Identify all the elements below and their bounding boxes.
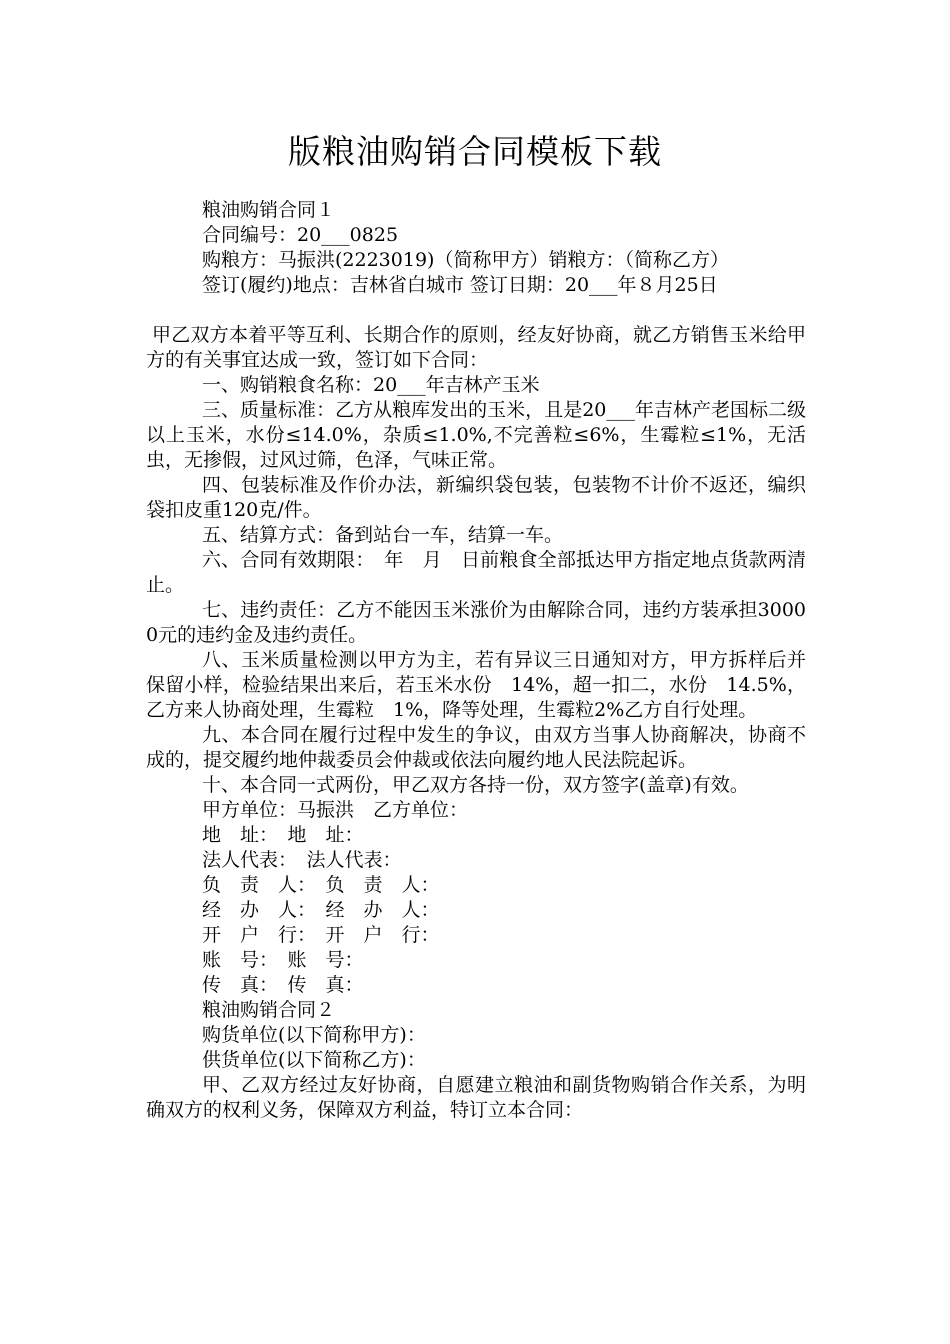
blank-line [146, 298, 806, 323]
paragraph: 法人代表： 法人代表： [202, 849, 402, 871]
paragraph: 粮油购销合同１ [202, 199, 336, 221]
paragraph: 七、违约责任：乙方不能因玉米涨价为由解除合同，违约方装承担30000元的违约金及违约责任。 [146, 599, 806, 646]
paragraph: 十、本合同一式两份，甲乙双方各持一份，双方签字(盖章)有效。 [202, 774, 749, 796]
paragraph: 负 责 人： 负 责 人： [202, 874, 440, 896]
paragraph: 甲乙双方本着平等互利、长期合作的原则，经友好协商，就乙方销售玉米给甲方的有关事宜达成一致，签订如下合同： [146, 324, 806, 371]
document-body [146, 198, 806, 1123]
paragraph: 甲、乙双方经过友好协商，自愿建立粮油和副货物购销合作关系，为明确双方的权利义务，保障双方利益，特订立本合同： [146, 1074, 806, 1121]
paragraph: 供货单位(以下简称乙方)： [202, 1049, 426, 1071]
document-title: 版粮油购销合同模板下载 [288, 132, 662, 171]
paragraph: 甲方单位：马振洪 乙方单位： [202, 799, 469, 821]
paragraph: 三、质量标准：乙方从粮库发出的玉米，且是20___年吉林产老国标二级以上玉米，水份≤14.0%，杂质≤1.0%,不完善粒≤6%，生霉粒≤1%，无活虫，无掺假，过风过筛，色泽，气味正常。 [146, 399, 806, 471]
paragraph: 购粮方：马振洪(2223019)（简称甲方）销粮方：（简称乙方） [202, 249, 729, 271]
paragraph: 四、包装标准及作价办法，新编织袋包装，包装物不计价不返还，编织袋扣皮重120克/件。 [146, 474, 806, 521]
paragraph: 地 址： 地 址： [202, 824, 364, 846]
paragraph: 传 真： 传 真： [202, 974, 364, 996]
paragraph: 账 号： 账 号： [202, 949, 364, 971]
paragraph: 签订(履约)地点：吉林省白城市 签订日期：20___年８月25日 [202, 274, 718, 296]
paragraph: 粮油购销合同２ [202, 999, 336, 1021]
paragraph: 六、合同有效期限： 年 月 日前粮食全部抵达甲方指定地点货款两清止。 [146, 549, 806, 596]
paragraph: 开 户 行： 开 户 行： [202, 924, 440, 946]
paragraph: 五、结算方式：备到站台一车，结算一车。 [202, 524, 564, 546]
paragraph: 八、玉米质量检测以甲方为主，若有异议三日通知对方，甲方拆样后并保留小样，检验结果出来后，若玉米水份 14%，超一扣二，水份 14.5%，乙方来人协商处理，生霉粒 1%，降等处理，生霉粒2%乙方自行处理。 [146, 649, 806, 721]
paragraph: 一、购销粮食名称：20___年吉林产玉米 [202, 374, 540, 396]
paragraph: 经 办 人： 经 办 人： [202, 899, 440, 921]
paragraph: 九、本合同在履行过程中发生的争议，由双方当事人协商解决，协商不成的，提交履约地仲裁委员会仲裁或依法向履约地人民法院起诉。 [146, 724, 806, 771]
paragraph: 合同编号：20___0825 [202, 224, 399, 246]
paragraph: 购货单位(以下简称甲方)： [202, 1024, 426, 1046]
